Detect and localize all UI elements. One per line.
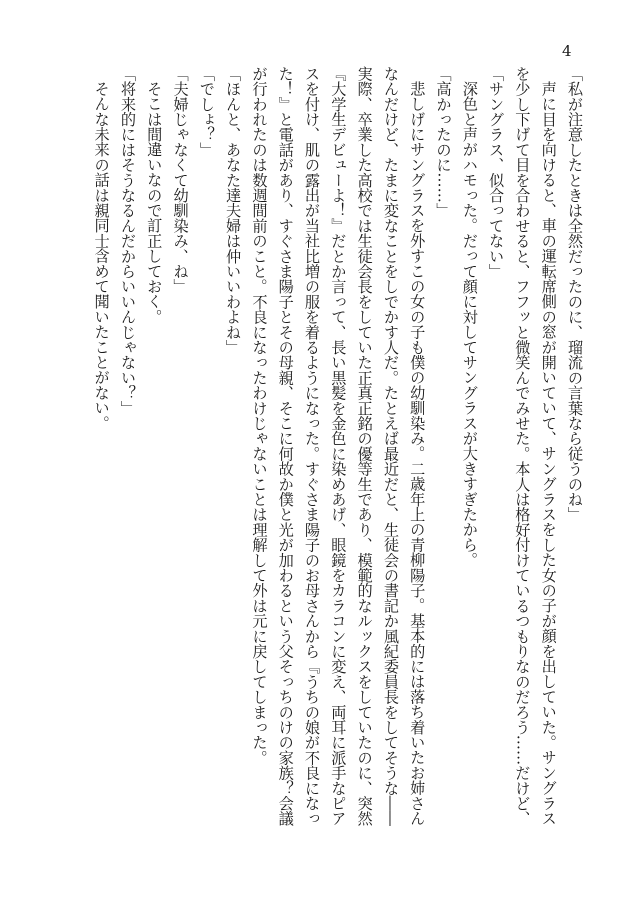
page-number: 4 — [562, 42, 572, 60]
dialogue-line: 「将来的にはそうなるんだからいいんじゃない？」 — [118, 66, 137, 416]
dialogue-line: 「サングラス、似合ってない」 — [487, 66, 506, 279]
narration-paragraph: そんな未来の話は親同士含めて聞いたことがない。 — [92, 81, 111, 431]
dialogue-line: 「ほんと、あなた達夫婦は仲いいわよね」 — [224, 66, 243, 355]
narration-paragraph: 悲しげにサングラスを外すこの女の子も僕の幼馴染み。二歳年上の青柳陽子。基本的には落ち着いたお姉さんなんだけど、たまに変なことをしでかす人だ。たとえば最近だと、生徒会の書記か風紀委員長をしてそうな――実際、卒業した高校では生徒会長をしていた正真正銘の優等生であり、模範的なルックスをしていたのに、突然『大学生デビューよ！』だとか言って、長い黒髪を金色に染めあげ、眼鏡をカラコンに変え、両耳に派手なピアスを付け、肌の露出が当社比増の服を着るようになった。すぐさま陽子のお母さんから『うちの娘が不良になった！』と電話があり、すぐさま陽子とその母親、そこに何故か僕と光が加わるという父そっちのけの家族？会議が行われたのは数週間前のこと。不良になったわけじゃないことは理解して外は元に戻してしまった。 — [250, 66, 427, 826]
dialogue-line: 「でしょ？」 — [197, 66, 216, 158]
dialogue-line: 「高かったのに……」 — [434, 66, 453, 218]
dialogue-line: 「私が注意したときは全然だったのに、瑠流の言葉なら従うのね」 — [566, 66, 584, 522]
narration-paragraph: 深色と声がハモった。だって顔に対してサングラスが大きすぎたから。 — [460, 81, 479, 568]
vertical-body-text — [48, 66, 588, 826]
dialogue-line: 「夫婦じゃなくて幼馴染み、ね」 — [171, 66, 190, 294]
narration-paragraph: そこは間違いなので訂正しておく。 — [145, 81, 164, 325]
narration-paragraph: 声に目を向けると、車の運転席側の窓が開いていて、サングラスをした女の子が顔を出していた。サングラスを少し下げて目を合わせると、フフッと微笑んでみせた。本人は格好付けているつもりなのだろう……だけど、 — [513, 66, 558, 826]
